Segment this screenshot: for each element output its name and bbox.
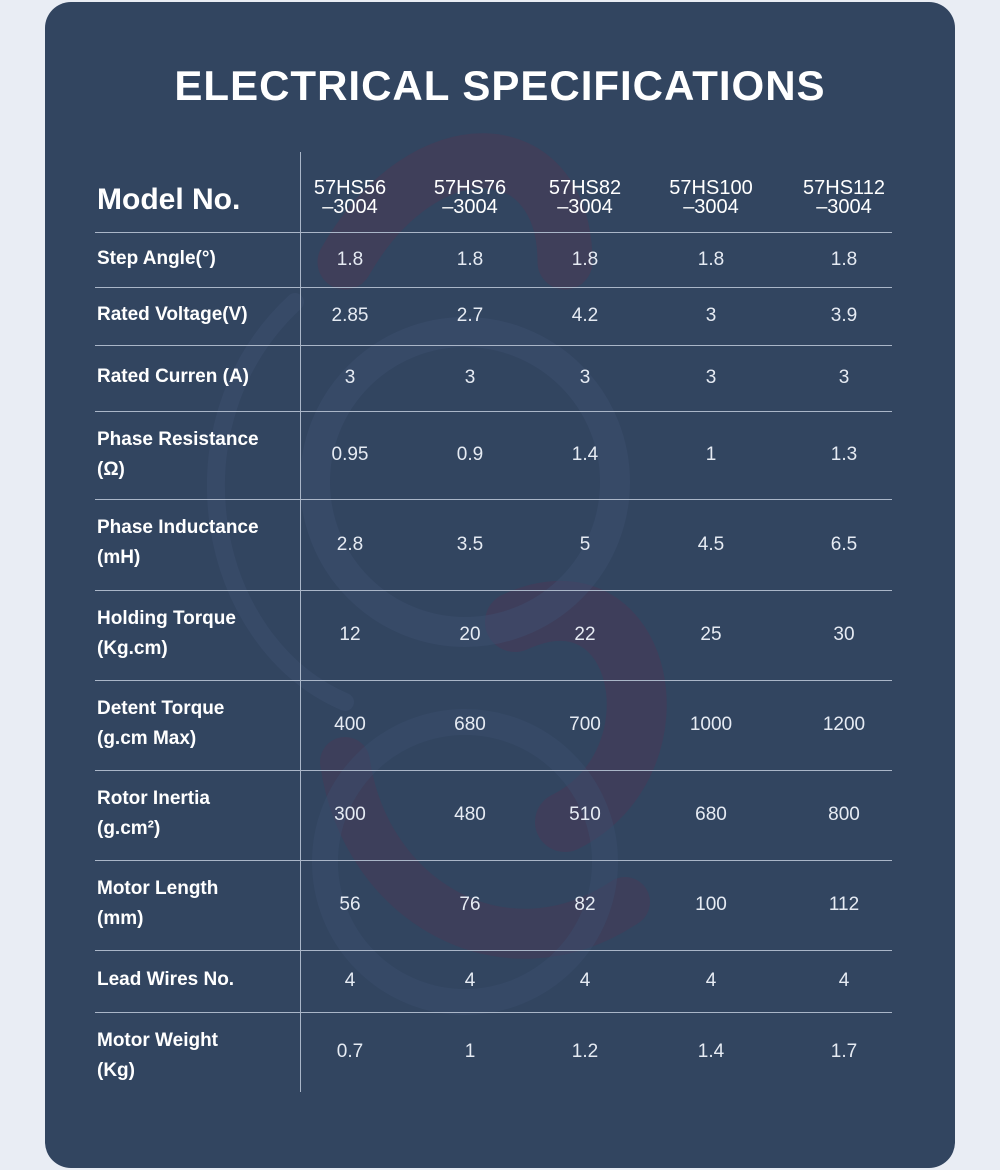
row-label-line2: (g.cm²): [97, 818, 161, 839]
table-cell: 4.5: [697, 533, 725, 555]
row-label-line1: Rotor Inertia: [97, 788, 210, 809]
table-cell: 800: [828, 804, 860, 825]
row-label: [97, 513, 307, 573]
table-cell: 112: [828, 894, 860, 915]
row-label: [97, 784, 307, 844]
table-cell: 480: [454, 804, 486, 825]
model-header-label: Model No.: [97, 183, 241, 216]
table-cell: 3: [838, 367, 850, 388]
model-name-line2: –3004: [322, 196, 378, 218]
row-label: [97, 965, 307, 995]
table-cell: 1.7: [830, 1041, 858, 1062]
table-cell: 1.8: [336, 248, 364, 270]
row-divider: [95, 287, 892, 288]
table-cell: 680: [454, 714, 486, 735]
table-cell: 22: [574, 624, 596, 645]
table-cell: 300: [334, 804, 366, 825]
row-label: [97, 425, 307, 485]
row-label-line1: Rated Voltage(V): [97, 304, 248, 325]
model-name-line1: 57HS112: [803, 177, 885, 199]
row-label-line1: Lead Wires No.: [97, 969, 235, 990]
table-cell: 1: [705, 444, 717, 465]
model-column-header: [515, 179, 655, 217]
row-divider: [95, 1012, 892, 1013]
table-cell: 1.4: [571, 444, 599, 465]
table-cell: 1.3: [830, 444, 858, 465]
row-label: [97, 604, 307, 664]
model-name-line1: 57HS82: [548, 177, 622, 199]
table-cell: 3: [705, 305, 717, 326]
table-cell: 2.8: [336, 533, 364, 555]
table-cell: 0.95: [331, 444, 369, 465]
row-label-line2: (Ω): [97, 459, 125, 480]
row-label-line1: Rated Curren (A): [97, 366, 250, 387]
table-cell: 100: [695, 894, 727, 915]
table-cell: 1.8: [830, 248, 858, 270]
table-cell: 1200: [822, 714, 866, 735]
page-title: ELECTRICAL SPECIFICATIONS: [174, 62, 826, 109]
table-cell: 4: [579, 970, 591, 991]
row-label-line2: (Kg): [97, 1060, 135, 1081]
row-label-line2: (Kg.cm): [97, 638, 168, 659]
row-label-line2: (mm): [97, 908, 144, 929]
table-cell: 510: [569, 804, 601, 825]
row-divider: [95, 411, 892, 412]
table-cell: 2.85: [331, 305, 369, 326]
model-name-line2: –3004: [683, 196, 739, 218]
row-divider: [95, 860, 892, 861]
table-cell: 12: [339, 624, 361, 645]
table-cell: 1.8: [571, 248, 599, 270]
row-label-line2: (g.cm Max): [97, 728, 197, 749]
spec-card: [45, 2, 955, 1168]
row-label-line2: (mH): [97, 547, 141, 568]
row-divider: [95, 499, 892, 500]
table-cell: 25: [700, 624, 722, 645]
table-cell: 1.2: [571, 1041, 599, 1062]
model-column-header: [774, 179, 914, 217]
table-cell: 3: [464, 367, 476, 388]
table-cell: 4.2: [571, 305, 599, 326]
table-cell: 2.7: [456, 305, 484, 326]
model-column-header: [280, 179, 420, 217]
table-cell: 20: [459, 624, 481, 645]
table-cell: 1.8: [697, 248, 725, 270]
row-divider: [95, 680, 892, 681]
row-label: [97, 694, 307, 754]
row-label-line1: Detent Torque: [97, 698, 225, 719]
model-name-line2: –3004: [816, 196, 872, 218]
table-cell: 0.7: [336, 1041, 364, 1062]
table-cell: 3: [344, 367, 356, 388]
row-label-line1: Phase Resistance: [97, 429, 259, 450]
table-cell: 76: [459, 894, 481, 915]
row-label-line1: Motor Weight: [97, 1030, 219, 1051]
table-cell: 3.9: [830, 305, 858, 326]
row-label-line1: Phase Inductance: [97, 517, 259, 538]
table-cell: 400: [334, 714, 366, 735]
row-divider: [95, 770, 892, 771]
table-cell: 700: [569, 714, 601, 735]
row-label: [97, 300, 307, 330]
table-cell: 0.9: [456, 444, 484, 465]
row-label: [97, 362, 307, 392]
table-cell: 56: [339, 894, 361, 915]
row-divider: [95, 345, 892, 346]
model-name-line1: 57HS56: [313, 177, 387, 199]
table-cell: 1.8: [456, 248, 484, 270]
model-name-line2: –3004: [557, 196, 613, 218]
row-divider: [95, 950, 892, 951]
table-cell: 4: [838, 970, 850, 991]
table-cell: 5: [579, 533, 591, 555]
row-label: [97, 1026, 307, 1086]
row-label: [97, 874, 307, 934]
table-cell: 30: [833, 624, 855, 645]
row-divider: [95, 590, 892, 591]
table-cell: 4: [464, 970, 476, 991]
table-cell: 3: [705, 367, 717, 388]
table-cell: 1: [464, 1041, 476, 1062]
table-cell: 6.5: [830, 533, 858, 555]
table-cell: 3: [579, 367, 591, 388]
row-divider: [95, 232, 892, 233]
table-cell: 4: [344, 970, 356, 991]
row-label-line1: Holding Torque: [97, 608, 236, 629]
table-cell: 680: [695, 804, 727, 825]
table-cell: 1.4: [697, 1041, 725, 1062]
model-name-line2: –3004: [442, 196, 498, 218]
table-cell: 3.5: [456, 533, 484, 555]
row-label-line1: Motor Length: [97, 878, 219, 899]
row-label-line1: Step Angle(°): [97, 247, 216, 269]
row-label: [97, 244, 307, 274]
table-cell: 4: [705, 970, 717, 991]
table-cell: 1000: [689, 714, 733, 735]
model-name-line1: 57HS100: [669, 177, 753, 199]
table-cell: 82: [574, 894, 596, 915]
model-name-line1: 57HS76: [433, 177, 507, 199]
model-column-header: [641, 179, 781, 217]
